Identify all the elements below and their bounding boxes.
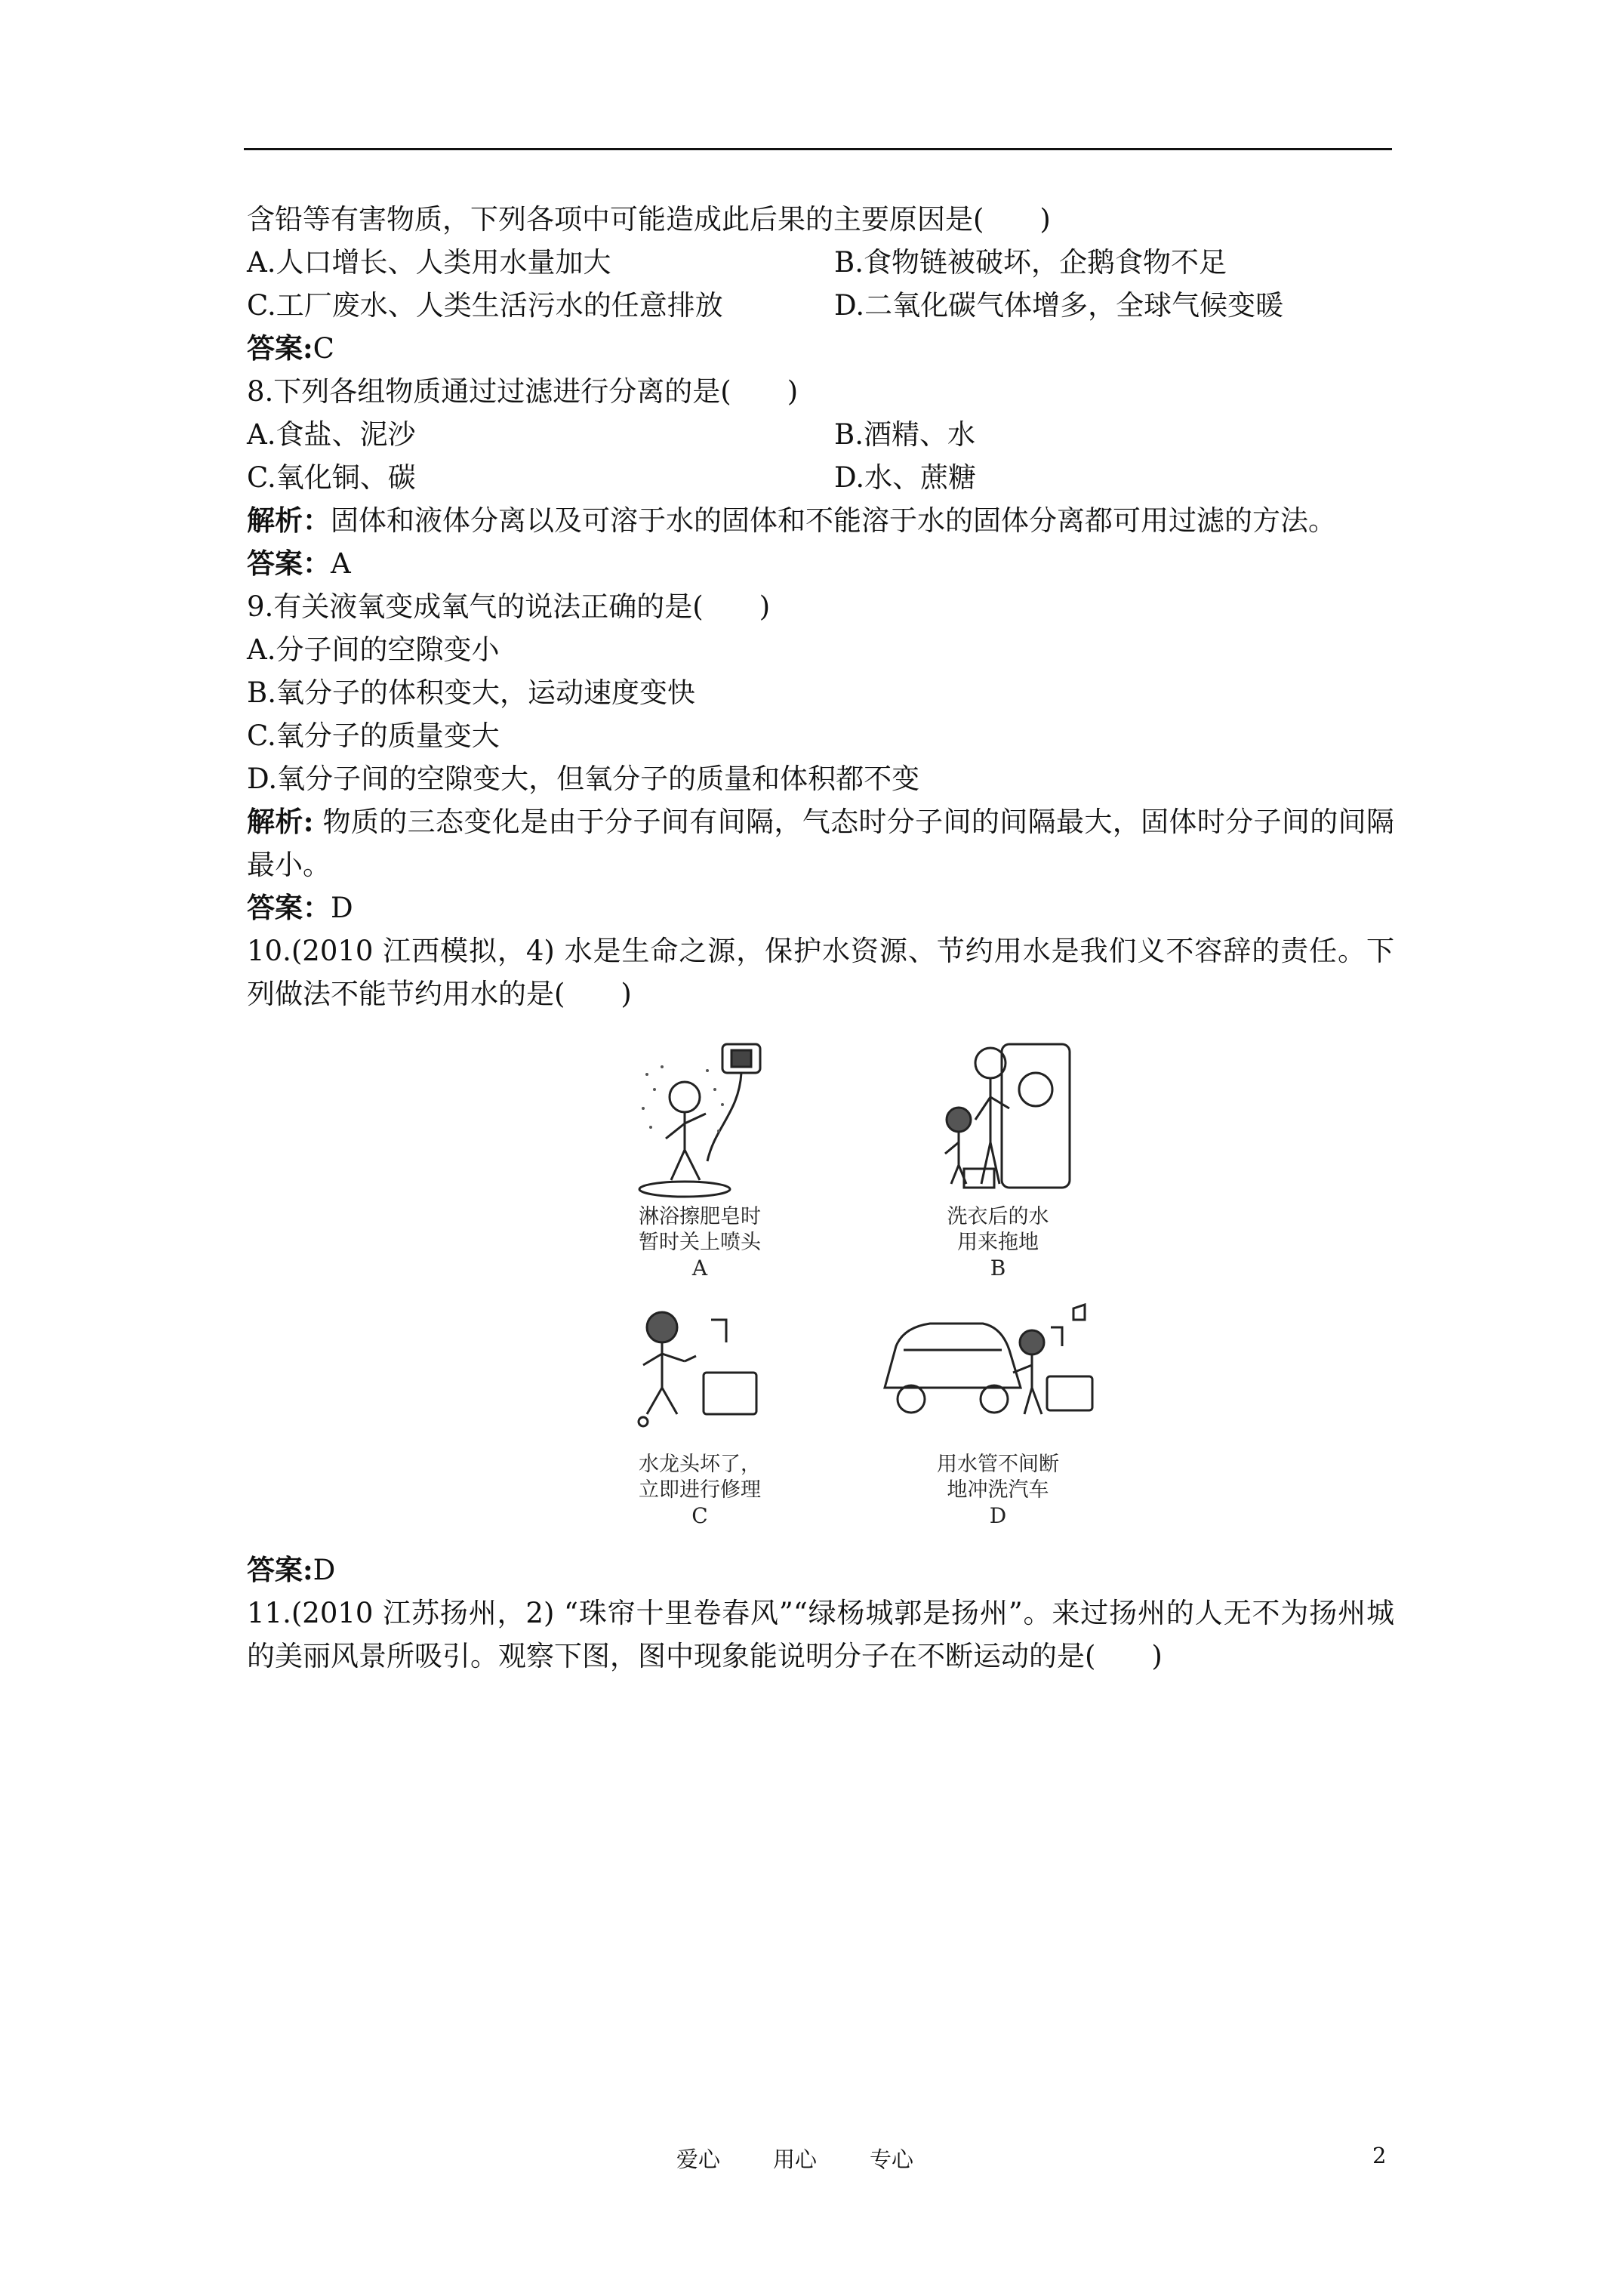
shower-illustration — [571, 1029, 828, 1203]
footer-motto-3: 专心 — [870, 2147, 914, 2172]
caption-a-line-1: 淋浴擦肥皂时 — [639, 1205, 761, 1228]
q7-option-a: A.人口增长、人类用水量加大 — [247, 246, 611, 279]
q8-option-a: A.食盐、泥沙 — [247, 418, 416, 451]
q9-option-a: A.分子间的空隙变小 — [247, 633, 500, 666]
label-b: B — [990, 1256, 1006, 1281]
explanation-text: 固体和液体分离以及可溶于水的固体和不能溶于水的固体分离都可用过滤的方法。 — [331, 504, 1336, 537]
q7-options-row-2 — [247, 284, 1394, 327]
q9-option-b: B.氧分子的体积变大，运动速度变快 — [247, 676, 695, 709]
faucet-repair-illustration — [571, 1290, 828, 1456]
caption-c-line-1: 水龙头坏了， — [639, 1453, 761, 1476]
label-c: C — [691, 1503, 708, 1528]
q9-option-c: C.氧分子的质量变大 — [247, 720, 500, 752]
q10-answer — [247, 1549, 1394, 1592]
explanation-label: 解析： — [247, 504, 331, 537]
q8-option-c: C.氧化铜、碳 — [247, 461, 416, 494]
caption-b-line-2: 用来拖地 — [957, 1231, 1039, 1254]
q11-stem: 11.(2010 江苏扬州，2) “珠帘十里卷春风”“绿杨城郭是扬州”。来过扬州的人无不为扬州城的美丽风景所吸引。观察下图，图中现象能说明分子在不断运动的是( ) — [247, 1597, 1394, 1672]
figure-panel-b — [870, 1029, 1126, 1281]
water-saving-figure — [571, 1029, 1175, 1542]
q7-continuation: 含铅等有害物质，下列各项中可能造成此后果的主要原因是( ) — [247, 203, 1051, 236]
page-number: 2 — [1372, 2143, 1387, 2168]
footer-motto — [676, 2143, 966, 2174]
q8-options-row-1 — [247, 413, 1394, 456]
q7-options-row-1 — [247, 241, 1394, 284]
caption-d-line-1: 用水管不间断 — [937, 1453, 1059, 1476]
q7-option-b: B.食物链被破坏，企鹅食物不足 — [834, 246, 1227, 279]
label-a: A — [691, 1256, 708, 1281]
caption-d-line-2: 地冲洗汽车 — [947, 1478, 1049, 1502]
car-washing-illustration — [870, 1290, 1126, 1456]
answer-value: D — [331, 892, 353, 924]
q7-option-d: D.二氧化碳气体增多，全球气候变暖 — [834, 289, 1284, 322]
answer-label: 答案: — [247, 1553, 313, 1586]
washing-machine-illustration — [870, 1029, 1126, 1203]
q8-stem: 8.下列各组物质通过过滤进行分离的是( ) — [247, 375, 799, 408]
answer-value: D — [313, 1554, 336, 1586]
caption-b-line-1: 洗衣后的水 — [947, 1205, 1049, 1228]
explanation-text: 物质的三态变化是由于分子间有间隔，气态时分子间的间隔最大，固体时分子间的间隔最小。 — [247, 806, 1394, 881]
q8-option-b: B.酒精、水 — [834, 418, 975, 451]
q7-answer — [247, 327, 1394, 370]
header-rule — [244, 148, 1392, 150]
answer-label: 答案: — [247, 331, 313, 365]
q9-option-d: D.氧分子间的空隙变大，但氧分子的质量和体积都不变 — [247, 763, 920, 795]
q9-answer — [247, 886, 1394, 929]
figure-panel-d — [870, 1290, 1126, 1531]
footer-motto-1: 爱心 — [676, 2147, 721, 2172]
answer-value: A — [331, 547, 351, 580]
answer-value: C — [313, 332, 334, 365]
q8-option-d: D.水、蔗糖 — [834, 461, 977, 494]
q9-explanation — [247, 800, 1394, 886]
page-content — [247, 198, 1394, 1678]
answer-label: 答案： — [247, 891, 331, 924]
q8-answer — [247, 542, 1394, 585]
explanation-label: 解析: — [247, 805, 314, 838]
q9-stem: 9.有关液氧变成氧气的说法正确的是( ) — [247, 590, 771, 623]
q10-stem: 10.(2010 江西模拟，4) 水是生命之源，保护水资源、节约用水是我们义不容辞的责任。下列做法不能节约用水的是( ) — [247, 935, 1394, 1010]
q7-option-c: C.工厂废水、人类生活污水的任意排放 — [247, 289, 723, 322]
answer-label: 答案： — [247, 547, 331, 580]
figure-panel-c — [571, 1290, 828, 1531]
caption-c-line-2: 立即进行修理 — [639, 1478, 761, 1502]
label-d: D — [989, 1503, 1007, 1528]
figure-panel-a — [571, 1029, 828, 1281]
q8-options-row-2 — [247, 456, 1394, 499]
footer-motto-2: 用心 — [773, 2147, 818, 2172]
q8-explanation — [247, 499, 1394, 542]
caption-a-line-2: 暂时关上喷头 — [639, 1231, 761, 1254]
